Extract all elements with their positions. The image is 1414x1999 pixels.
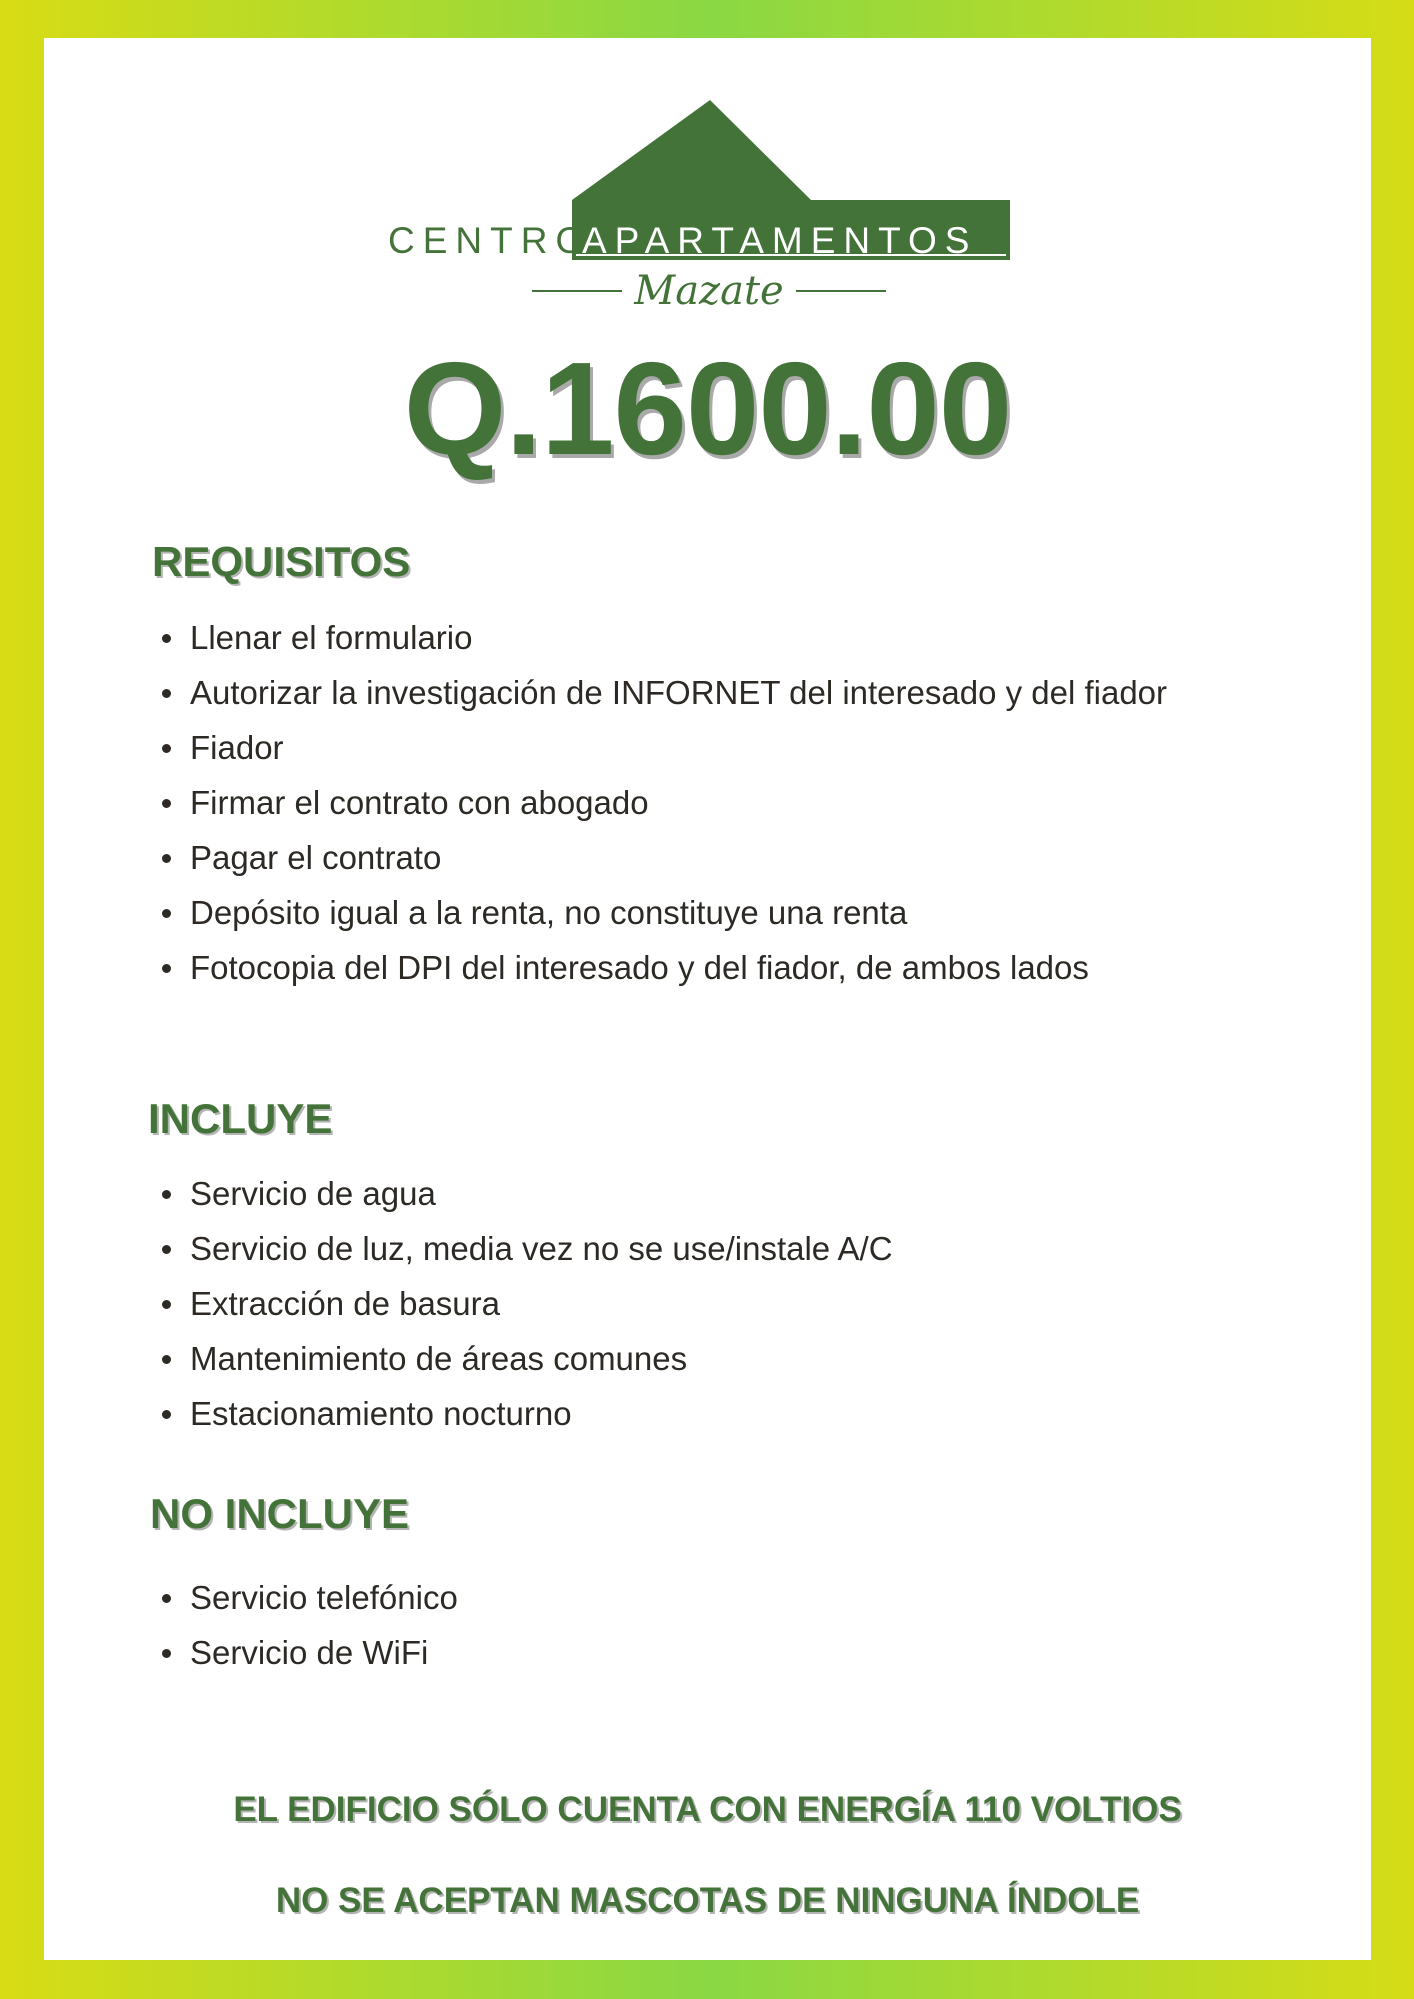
list-item: Fotocopia del DPI del interesado y del fiador, de ambos lados bbox=[152, 940, 1282, 995]
list-item: Autorizar la investigación de INFORNET del interesado y del fiador bbox=[152, 665, 1282, 720]
price: Q.1600.00 bbox=[403, 335, 1012, 482]
notice-pets: NO SE ACEPTAN MASCOTAS DE NINGUNA ÍNDOLE bbox=[275, 1881, 1140, 1920]
list-item: Pagar el contrato bbox=[152, 830, 1282, 885]
notice-voltage: EL EDIFICIO SÓLO CUENTA CON ENERGÍA 110 VOLTIOS bbox=[233, 1790, 1182, 1829]
heading-incluye: INCLUYE bbox=[148, 1095, 333, 1142]
list-item: Estacionamiento nocturno bbox=[152, 1386, 1282, 1441]
list-item: Extracción de basura bbox=[152, 1276, 1282, 1331]
list-item: Servicio telefónico bbox=[152, 1570, 1282, 1625]
list-item: Depósito igual a la renta, no constituye una renta bbox=[152, 885, 1282, 940]
flyer-card bbox=[44, 38, 1371, 1960]
no-incluye-list bbox=[152, 1570, 1282, 1680]
heading-requisitos: REQUISITOS bbox=[152, 538, 411, 585]
list-item: Servicio de WiFi bbox=[152, 1625, 1282, 1680]
logo bbox=[44, 68, 1371, 338]
heading-no-incluye: NO INCLUYE bbox=[150, 1490, 410, 1537]
list-item: Llenar el formulario bbox=[152, 610, 1282, 665]
list-item: Servicio de luz, media vez no se use/instale A/C bbox=[152, 1221, 1282, 1276]
list-item: Servicio de agua bbox=[152, 1166, 1282, 1221]
logo-word-right: APARTAMENTOS bbox=[582, 220, 978, 261]
logo-script: Mazate bbox=[634, 268, 784, 314]
requisitos-list bbox=[152, 610, 1282, 995]
list-item: Firmar el contrato con abogado bbox=[152, 775, 1282, 830]
list-item: Mantenimiento de áreas comunes bbox=[152, 1331, 1282, 1386]
list-item: Fiador bbox=[152, 720, 1282, 775]
logo-word-left: CENTRO bbox=[388, 220, 593, 261]
incluye-list bbox=[152, 1166, 1282, 1441]
